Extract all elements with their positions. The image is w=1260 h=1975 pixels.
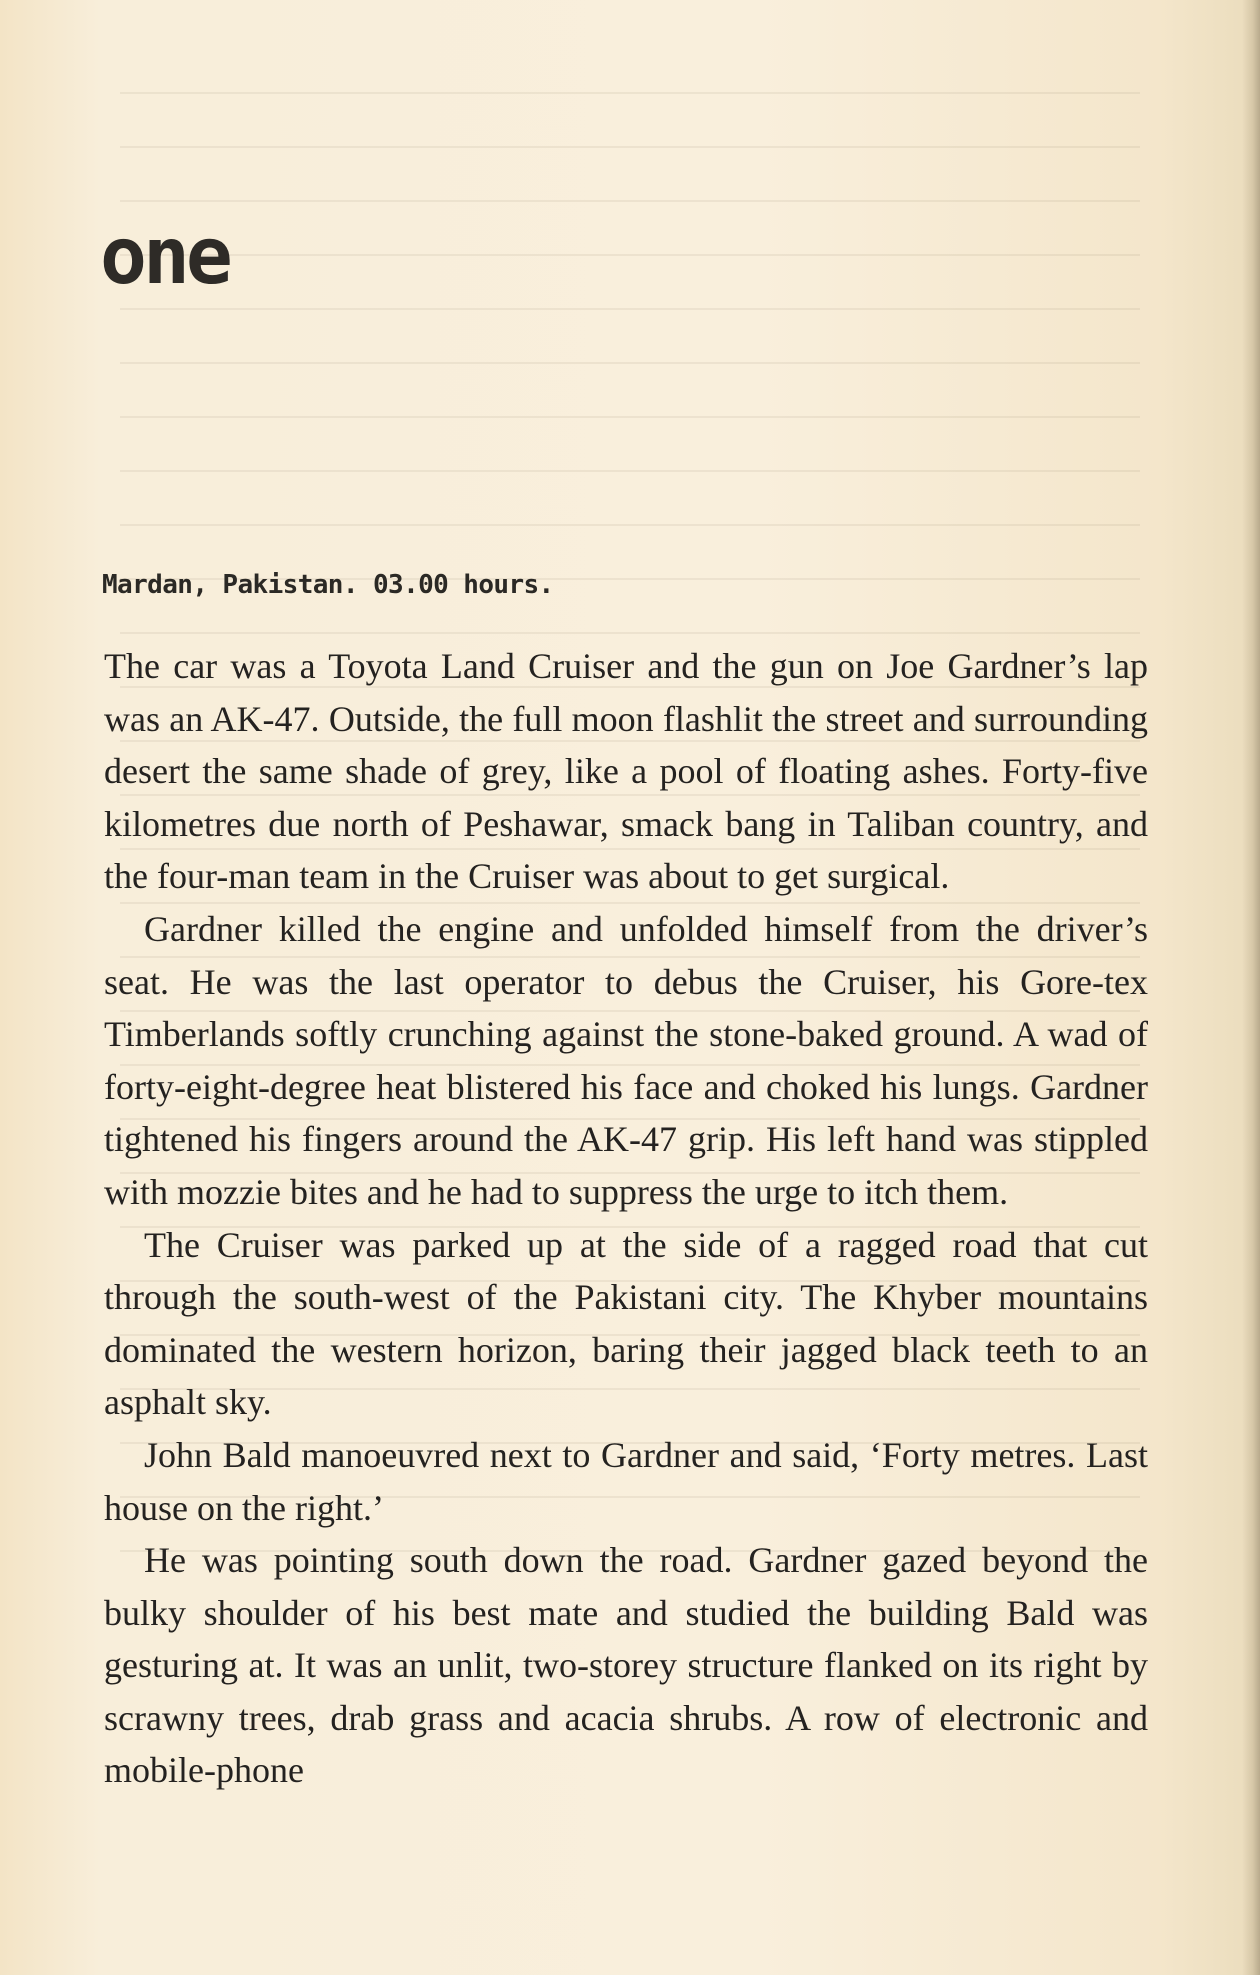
dateline: Mardan, Pakistan. 03.00 hours.	[102, 570, 554, 600]
page-edge-shadow	[1242, 0, 1260, 1975]
paragraph: John Bald manoeuvred next to Gardner and said, ‘Forty metres. Last house on the right.’	[104, 1434, 1148, 1528]
paragraph: He was pointing south down the road. Gardner gazed beyond the bulky shoulder of his best mate and studied the building Bald was gesturing at. It was an unlit, two-storey structure flanked on its right by scrawny trees, drab grass and acacia shrubs. A row of electronic and mobile-phone	[104, 1540, 1148, 1791]
body-text	[104, 640, 1148, 1797]
paragraph: The car was a Toyota Land Cruiser and the gun on Joe Gardner’s lap was an AK-47. Outside, the full moon flashlit the street and surrounding desert the same shade of grey, like a pool of floating ashes. Forty-five kilometres due north of Peshawar, smack bang in Taliban country, and the four-man team in the Cruiser was about to get surgical.	[104, 646, 1148, 897]
paragraph: Gardner killed the engine and unfolded himself from the driver’s seat. He was the last operator to debus the Cruiser, his Gore-tex Timberlands softly crunching against the stone-baked ground. A wad of forty-eight-degree heat blistered his face and choked his lungs. Gardner tightened his fingers around the AK-47 grip. His left hand was stippled with mozzie bites and he had to suppress the urge to itch them.	[104, 908, 1148, 1212]
paragraph: The Cruiser was parked up at the side of a ragged road that cut through the south-west of the Pakistani city. The Khyber mountains dominated the western horizon, baring their jagged black teeth to an asphalt sky.	[104, 1224, 1148, 1423]
chapter-title: one	[100, 212, 229, 302]
